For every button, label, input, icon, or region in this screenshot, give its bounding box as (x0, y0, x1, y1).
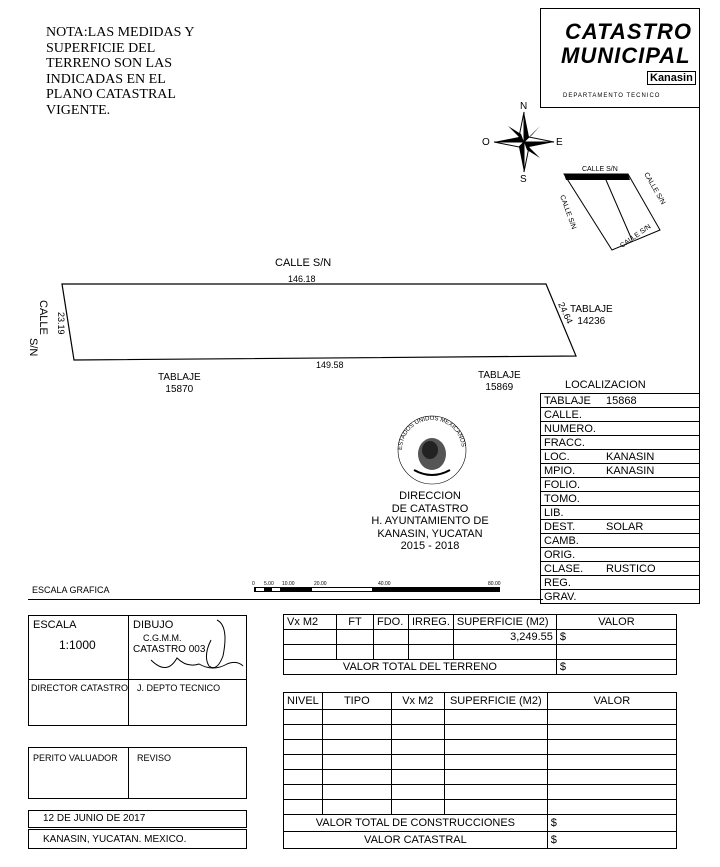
localizacion-row (541, 394, 700, 408)
table-row (284, 785, 677, 800)
localizacion-label: CLASE. (544, 562, 584, 575)
table-row (284, 755, 677, 770)
localizacion-label: TABLAJE (544, 394, 591, 407)
seal-ring-text: ESTADOS UNIDOS MEXICANOS (397, 415, 466, 451)
localizacion-row (541, 562, 700, 576)
col-superficie: SUPERFICIE (M2) (444, 693, 547, 710)
localizacion-label: CAMB. (544, 534, 579, 547)
col-vxm2: Vx M2 (284, 615, 337, 630)
terreno-total-label: VALOR TOTAL DEL TERRENO (284, 660, 557, 675)
note-line: SUPERFICIE DEL (46, 40, 156, 56)
scale-tick: 80.00 (488, 581, 501, 587)
localizacion-label: LOC. (544, 450, 570, 463)
localizacion-label: FOLIO. (544, 478, 581, 491)
scale-tick: 5.00 (264, 581, 274, 587)
seal-line: H. AYUNTAMIENTO DE (371, 515, 489, 527)
scale-tick: 10.00 (282, 581, 295, 587)
catastral-value: $ (547, 832, 676, 849)
seal-line: KANASIN, YUCATAN (377, 527, 483, 540)
dibujo-line2: CATASTRO 003 (133, 644, 206, 655)
escala-cell (28, 615, 129, 680)
dibujo-label: DIBUJO (133, 619, 174, 631)
localizacion-label: FRACC. (544, 436, 585, 449)
scale-tick: 20.00 (314, 581, 327, 587)
col-valor: VALOR (547, 693, 676, 710)
note-line: PLANO CATASTRAL (46, 87, 176, 102)
terreno-table (283, 614, 677, 675)
logo-line2: MUNICIPAL (561, 43, 691, 68)
localizacion-row (541, 548, 700, 562)
compass-o: O (482, 137, 490, 148)
col-superficie: SUPERFICIE (M2) (453, 615, 556, 630)
valor-value: $ (556, 630, 676, 645)
col-ft: FT (337, 615, 374, 630)
note-line: INDICADAS EN EL (46, 71, 166, 87)
plan-dim-bottom: 149.58 (316, 360, 344, 370)
catastral-label: VALOR CATASTRAL (284, 832, 548, 849)
compass-s: S (520, 174, 527, 185)
plan-dim-top: 146.18 (288, 274, 316, 284)
localizacion-row (541, 464, 700, 478)
seal-line: DIRECCION (399, 490, 461, 502)
col-irreg: IRREG. (409, 615, 454, 630)
localizacion-label: REG. (544, 576, 571, 589)
tablaje-right-num: 14236 (577, 316, 606, 327)
localizacion-label: MPIO. (544, 464, 576, 477)
plan-street-left-2: S/N (27, 338, 39, 357)
plan-street-top: CALLE S/N (275, 257, 332, 269)
constr-total-label: VALOR TOTAL DE CONSTRUCCIONES (284, 815, 548, 832)
col-tipo: TIPO (322, 693, 391, 710)
localizacion-row (541, 408, 700, 422)
note-line: VIGENTE. (46, 102, 111, 118)
localizacion-row (541, 576, 700, 590)
date: 12 DE JUNIO DE 2017 (43, 813, 146, 824)
localizacion-row (541, 422, 700, 436)
localizacion-label: TOMO. (544, 492, 580, 505)
tablaje-right (570, 304, 613, 328)
table-row (284, 740, 677, 755)
tablaje-bottom-right (478, 370, 521, 394)
table-row (284, 770, 677, 785)
localizacion-row (541, 436, 700, 450)
localizacion-row (541, 590, 700, 604)
scale-label: ESCALA GRAFICA (32, 585, 110, 595)
logo-dept: DEPARTAMENTO TECNICO (563, 93, 661, 99)
superficie-value: 3,249.55 (453, 630, 556, 645)
table-row (284, 725, 677, 740)
jefe-cell (128, 679, 247, 726)
plan-street-left-1: CALLE (37, 300, 49, 335)
scale-bar (252, 578, 532, 596)
dibujo-cell (128, 615, 247, 680)
col-fdo: FDO. (374, 615, 409, 630)
reviso-cell (128, 747, 247, 799)
date-cell (28, 810, 247, 828)
tablaje-bottom-left (158, 372, 201, 396)
col-vxm2: Vx M2 (391, 693, 444, 710)
tablaje-bl-num: 15870 (165, 384, 194, 395)
compass-n: N (520, 101, 528, 112)
localizacion-label: GRAV. (544, 590, 577, 603)
localizacion-table (540, 393, 700, 604)
lot-plan (28, 240, 588, 380)
jefe-label: J. DEPTO TECNICO (137, 683, 221, 693)
signature-icon (147, 616, 247, 678)
tablaje-bl-label: TABLAJE (158, 372, 201, 383)
terreno-total-value: $ (556, 660, 676, 675)
construcciones-table (283, 692, 677, 849)
logo-place: Kanasin (647, 71, 696, 85)
scale-tick: 0 (252, 581, 255, 587)
table-row (284, 710, 677, 725)
perito-cell (28, 747, 129, 799)
localizacion-label: ORIG. (544, 548, 576, 561)
localizacion-row (541, 450, 700, 464)
localizacion-label: LIB. (544, 506, 564, 519)
plan-dim-left: 23.19 (56, 312, 66, 335)
sketch-left-street: CALLE S/N (558, 194, 577, 231)
col-valor: VALOR (556, 615, 676, 630)
frame-bottom-line (28, 599, 543, 600)
note-line: NOTA:LAS MEDIDAS Y (46, 25, 195, 40)
compass-e: E (556, 137, 563, 148)
localizacion-label: CALLE. (544, 408, 582, 421)
director-label: DIRECTOR CATASTRO (31, 683, 129, 693)
dibujo-line1: C.G.M.M. (143, 633, 182, 643)
localizacion-value: KANASIN (606, 450, 655, 463)
localizacion-label: NUMERO. (544, 422, 596, 435)
escala-label: ESCALA (33, 619, 77, 631)
tablaje-br-label: TABLAJE (478, 370, 521, 381)
seal-line: 2015 - 2018 (400, 540, 460, 552)
table-row (284, 800, 677, 815)
perito-label: PERITO VALUADOR (33, 753, 118, 763)
reviso-label: REVISO (137, 753, 172, 763)
localizacion-value: KANASIN (606, 464, 655, 477)
localizacion-value: SOLAR (606, 520, 644, 533)
logo-line1: CATASTRO (565, 19, 692, 44)
localizacion-row (541, 520, 700, 534)
tablaje-br-num: 15869 (485, 382, 514, 393)
col-nivel: NIVEL (284, 693, 323, 710)
constr-total-value: $ (547, 815, 676, 832)
sketch-bottom-street: CALLE S/N (619, 223, 653, 250)
director-cell (28, 679, 129, 726)
sketch-right-street: CALLE S/N (642, 171, 667, 207)
plan-dim-right: 24.64 (556, 300, 575, 326)
place: KANASIN, YUCATAN. MEXICO. (43, 834, 187, 845)
localizacion-value: 15868 (606, 394, 637, 407)
escala-value: 1:1000 (59, 638, 96, 652)
localizacion-row (541, 506, 700, 520)
localizacion-row (541, 478, 700, 492)
scale-tick: 40.00 (378, 581, 391, 587)
sketch-top-street: CALLE S/N (582, 166, 618, 173)
mexico-seal-icon (394, 412, 470, 488)
localizacion-title: LOCALIZACION (565, 379, 646, 391)
tablaje-right-label: TABLAJE (570, 304, 613, 315)
seal-line: DE CATASTRO (391, 502, 469, 515)
localizacion-value: RUSTICO (606, 562, 656, 575)
localizacion-row (541, 534, 700, 548)
place-cell (28, 829, 247, 849)
seal-text (360, 490, 500, 553)
localizacion-label: DEST. (544, 520, 576, 533)
note-line: TERRENO SON LAS (46, 56, 173, 71)
catastro-logo (540, 8, 700, 108)
localizacion-row (541, 492, 700, 506)
